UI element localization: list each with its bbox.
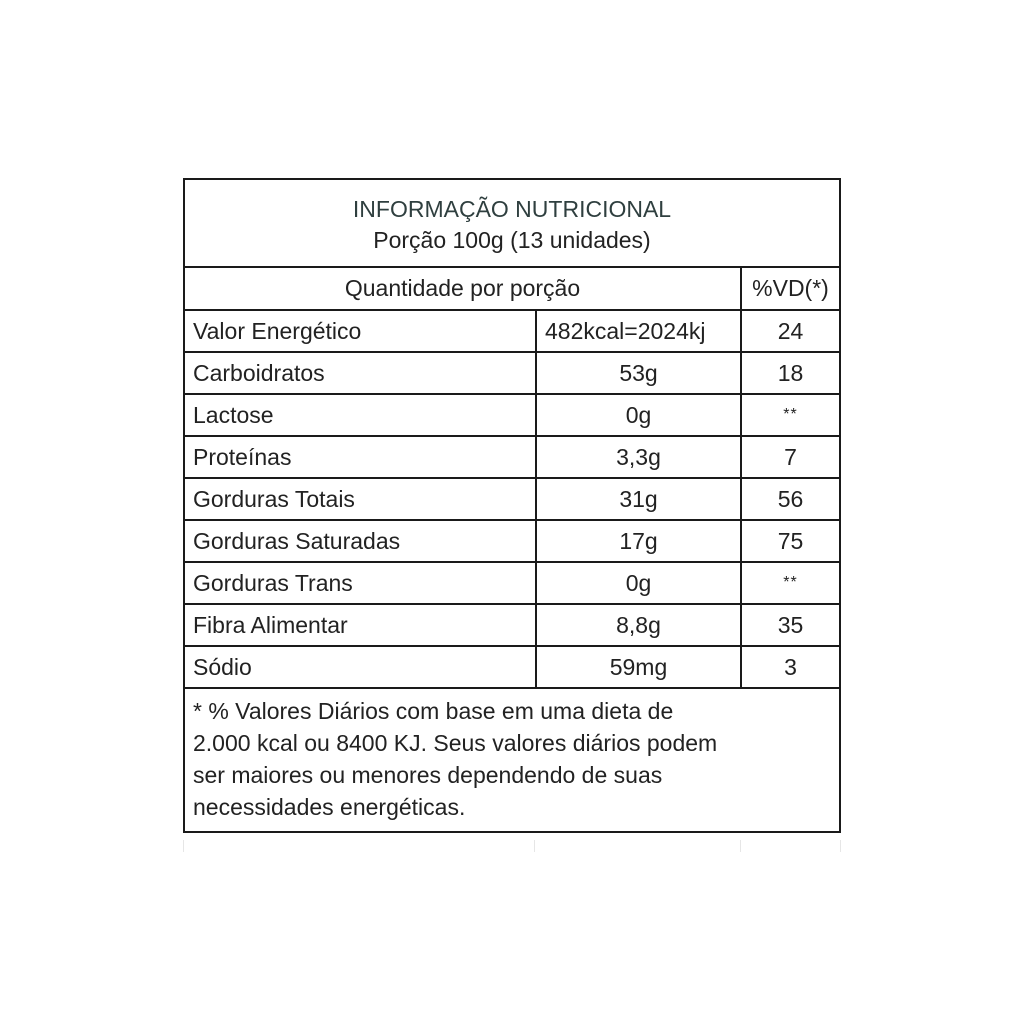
nutrient-vd: 18	[741, 352, 839, 394]
footnote-line: 2.000 kcal ou 8400 KJ. Seus valores diários podem	[193, 730, 718, 756]
footnote-line: ser maiores ou menores dependendo de suas	[193, 762, 663, 788]
table-row	[185, 478, 839, 520]
grid-stub-line	[840, 840, 841, 852]
nutrient-quantity: 482kcal=2024kj	[536, 310, 741, 352]
nutrient-name: Gorduras Trans	[185, 562, 536, 604]
nutrient-name: Gorduras Totais	[185, 478, 536, 520]
nutrient-name: Gorduras Saturadas	[185, 520, 536, 562]
footnote-line: * % Valores Diários com base em uma dieta de	[193, 698, 674, 724]
nutrient-quantity: 8,8g	[536, 604, 741, 646]
nutrient-quantity: 59mg	[536, 646, 741, 688]
nutrient-quantity: 0g	[536, 394, 741, 436]
table-row	[185, 520, 839, 562]
grid-stub-line	[183, 840, 184, 852]
nutrient-vd: 24	[741, 310, 839, 352]
table-row	[185, 604, 839, 646]
nutrient-quantity: 17g	[536, 520, 741, 562]
table-header	[185, 180, 839, 268]
grid-stub-line	[534, 840, 535, 852]
vd-column-header: %VD(*)	[741, 268, 839, 310]
nutrient-vd: **	[741, 394, 839, 436]
table-row	[185, 436, 839, 478]
column-header-row	[185, 268, 839, 310]
table-row	[185, 394, 839, 436]
nutrient-quantity: 3,3g	[536, 436, 741, 478]
nutrient-name: Proteínas	[185, 436, 536, 478]
nutrient-grid	[185, 268, 839, 689]
table-title: INFORMAÇÃO NUTRICIONAL	[352, 196, 672, 222]
table-row	[185, 310, 839, 352]
nutrient-name: Sódio	[185, 646, 536, 688]
nutrient-vd: 35	[741, 604, 839, 646]
nutrient-quantity: 0g	[536, 562, 741, 604]
nutrient-vd: **	[741, 562, 839, 604]
nutrition-facts-table	[183, 178, 841, 833]
nutrient-quantity: 31g	[536, 478, 741, 520]
portion-size: Porção 100g (13 unidades)	[373, 227, 651, 253]
table-row	[185, 646, 839, 688]
nutrient-name: Lactose	[185, 394, 536, 436]
nutrient-vd: 56	[741, 478, 839, 520]
quantity-column-header: Quantidade por porção	[185, 268, 741, 310]
nutrient-name: Fibra Alimentar	[185, 604, 536, 646]
table-row	[185, 562, 839, 604]
nutrient-vd: 3	[741, 646, 839, 688]
nutrient-name: Carboidratos	[185, 352, 536, 394]
grid-stub-line	[740, 840, 741, 852]
nutrient-name: Valor Energético	[185, 310, 536, 352]
nutrient-vd: 7	[741, 436, 839, 478]
nutrient-vd: 75	[741, 520, 839, 562]
daily-values-footnote	[185, 689, 839, 831]
nutrient-quantity: 53g	[536, 352, 741, 394]
footnote-line: necessidades energéticas.	[193, 794, 466, 820]
table-row	[185, 352, 839, 394]
